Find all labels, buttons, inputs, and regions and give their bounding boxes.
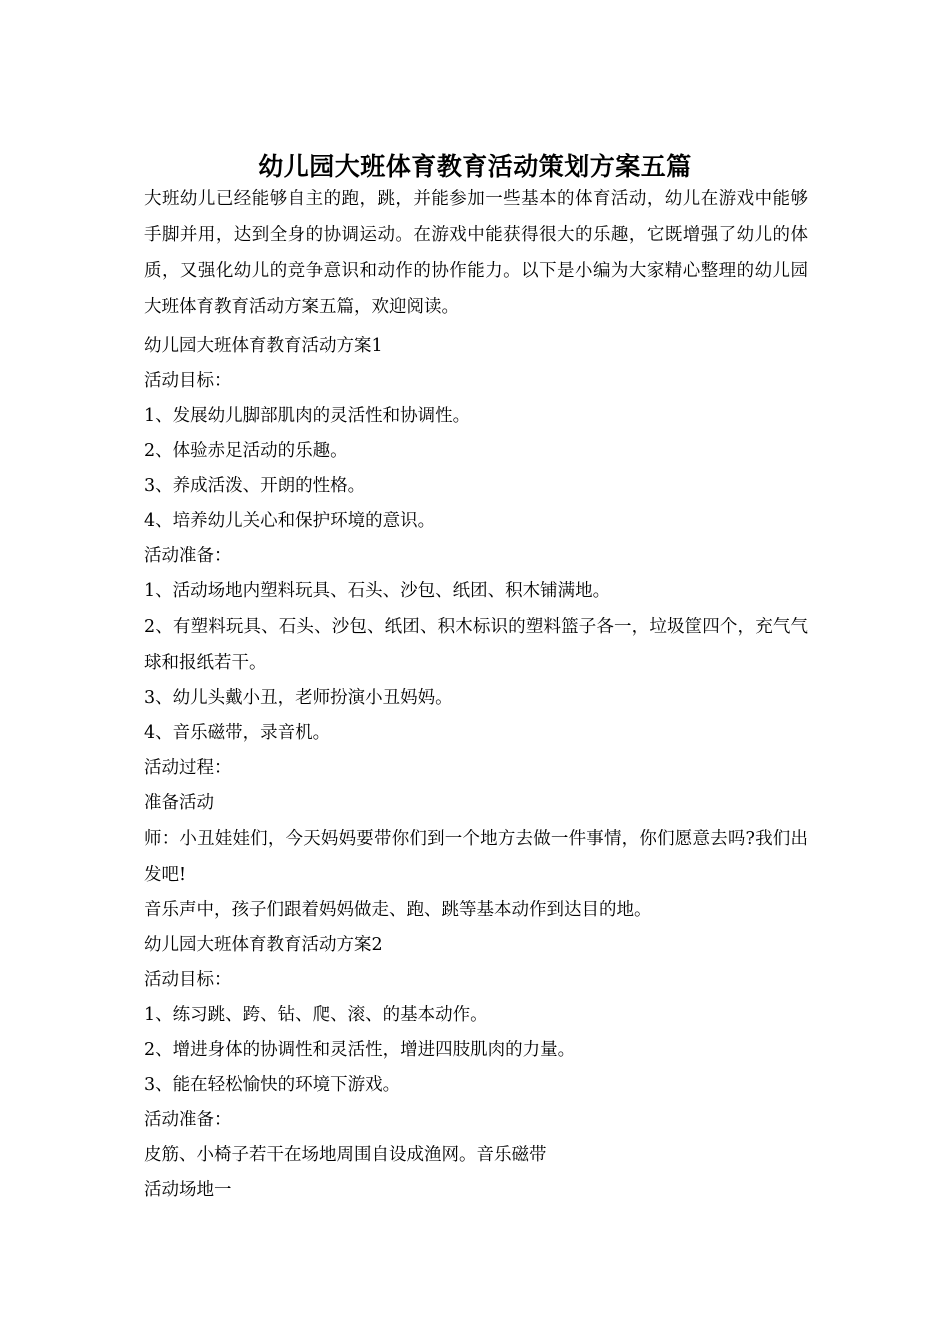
list-item: 3、幼儿头戴小丑，老师扮演小丑妈妈。 [144, 688, 453, 708]
list-item: 1、发展幼儿脚部肌肉的灵活性和协调性。 [144, 406, 471, 426]
intro-paragraph: 大班幼儿已经能够自主的跑，跳，并能参加一些基本的体育活动，幼儿在游戏中能够手脚并用，达到全身的协调运动。在游戏中能获得很大的乐趣，它既增强了幼儿的体质，又强化幼儿的竞争意识和动作的协作能力。以下是小编为大家精心整理的幼儿园大班体育教育活动方案五篇，欢迎阅读。 [144, 189, 808, 317]
document-title: 幼儿园大班体育教育活动策划方案五篇 [258, 151, 692, 181]
list-item: 2、增进身体的协调性和灵活性，增进四肢肌肉的力量。 [144, 1040, 576, 1060]
list-item: 3、养成活泼、开朗的性格。 [144, 476, 366, 496]
section-heading: 幼儿园大班体育教育活动方案2 [144, 935, 383, 955]
list-item: 2、体验赤足活动的乐趣。 [144, 441, 348, 461]
list-item: 1、活动场地内塑料玩具、石头、沙包、纸团、积木铺满地。 [144, 581, 611, 601]
paragraph: 皮筋、小椅子若干在场地周围自设成渔网。音乐磁带 [144, 1145, 547, 1165]
subheading: 活动准备： [144, 546, 232, 566]
paragraph: 准备活动 [144, 793, 214, 813]
list-item: 4、培养幼儿关心和保护环境的意识。 [144, 511, 436, 531]
body-lines [144, 329, 808, 1208]
section-heading: 幼儿园大班体育教育活动方案1 [144, 336, 383, 356]
list-item: 2、有塑料玩具、石头、沙包、纸团、积木标识的塑料篮子各一，垃圾筐四个，充气气球和报纸若干。 [144, 617, 808, 673]
paragraph: 音乐声中，孩子们跟着妈妈做走、跑、跳等基本动作到达目的地。 [144, 900, 652, 920]
subheading: 活动准备： [144, 1110, 232, 1130]
list-item: 4、音乐磁带，录音机。 [144, 723, 331, 743]
subheading: 活动目标： [144, 371, 232, 391]
list-item: 3、能在轻松愉快的环境下游戏。 [144, 1075, 401, 1095]
paragraph: 活动场地一 [144, 1180, 232, 1200]
subheading: 活动过程： [144, 758, 232, 778]
paragraph: 师：小丑娃娃们，今天妈妈要带你们到一个地方去做一件事情，你们愿意去吗?我们出发吧! [144, 829, 808, 885]
list-item: 1、练习跳、跨、钻、爬、滚、的基本动作。 [144, 1005, 488, 1025]
subheading: 活动目标： [144, 970, 232, 990]
